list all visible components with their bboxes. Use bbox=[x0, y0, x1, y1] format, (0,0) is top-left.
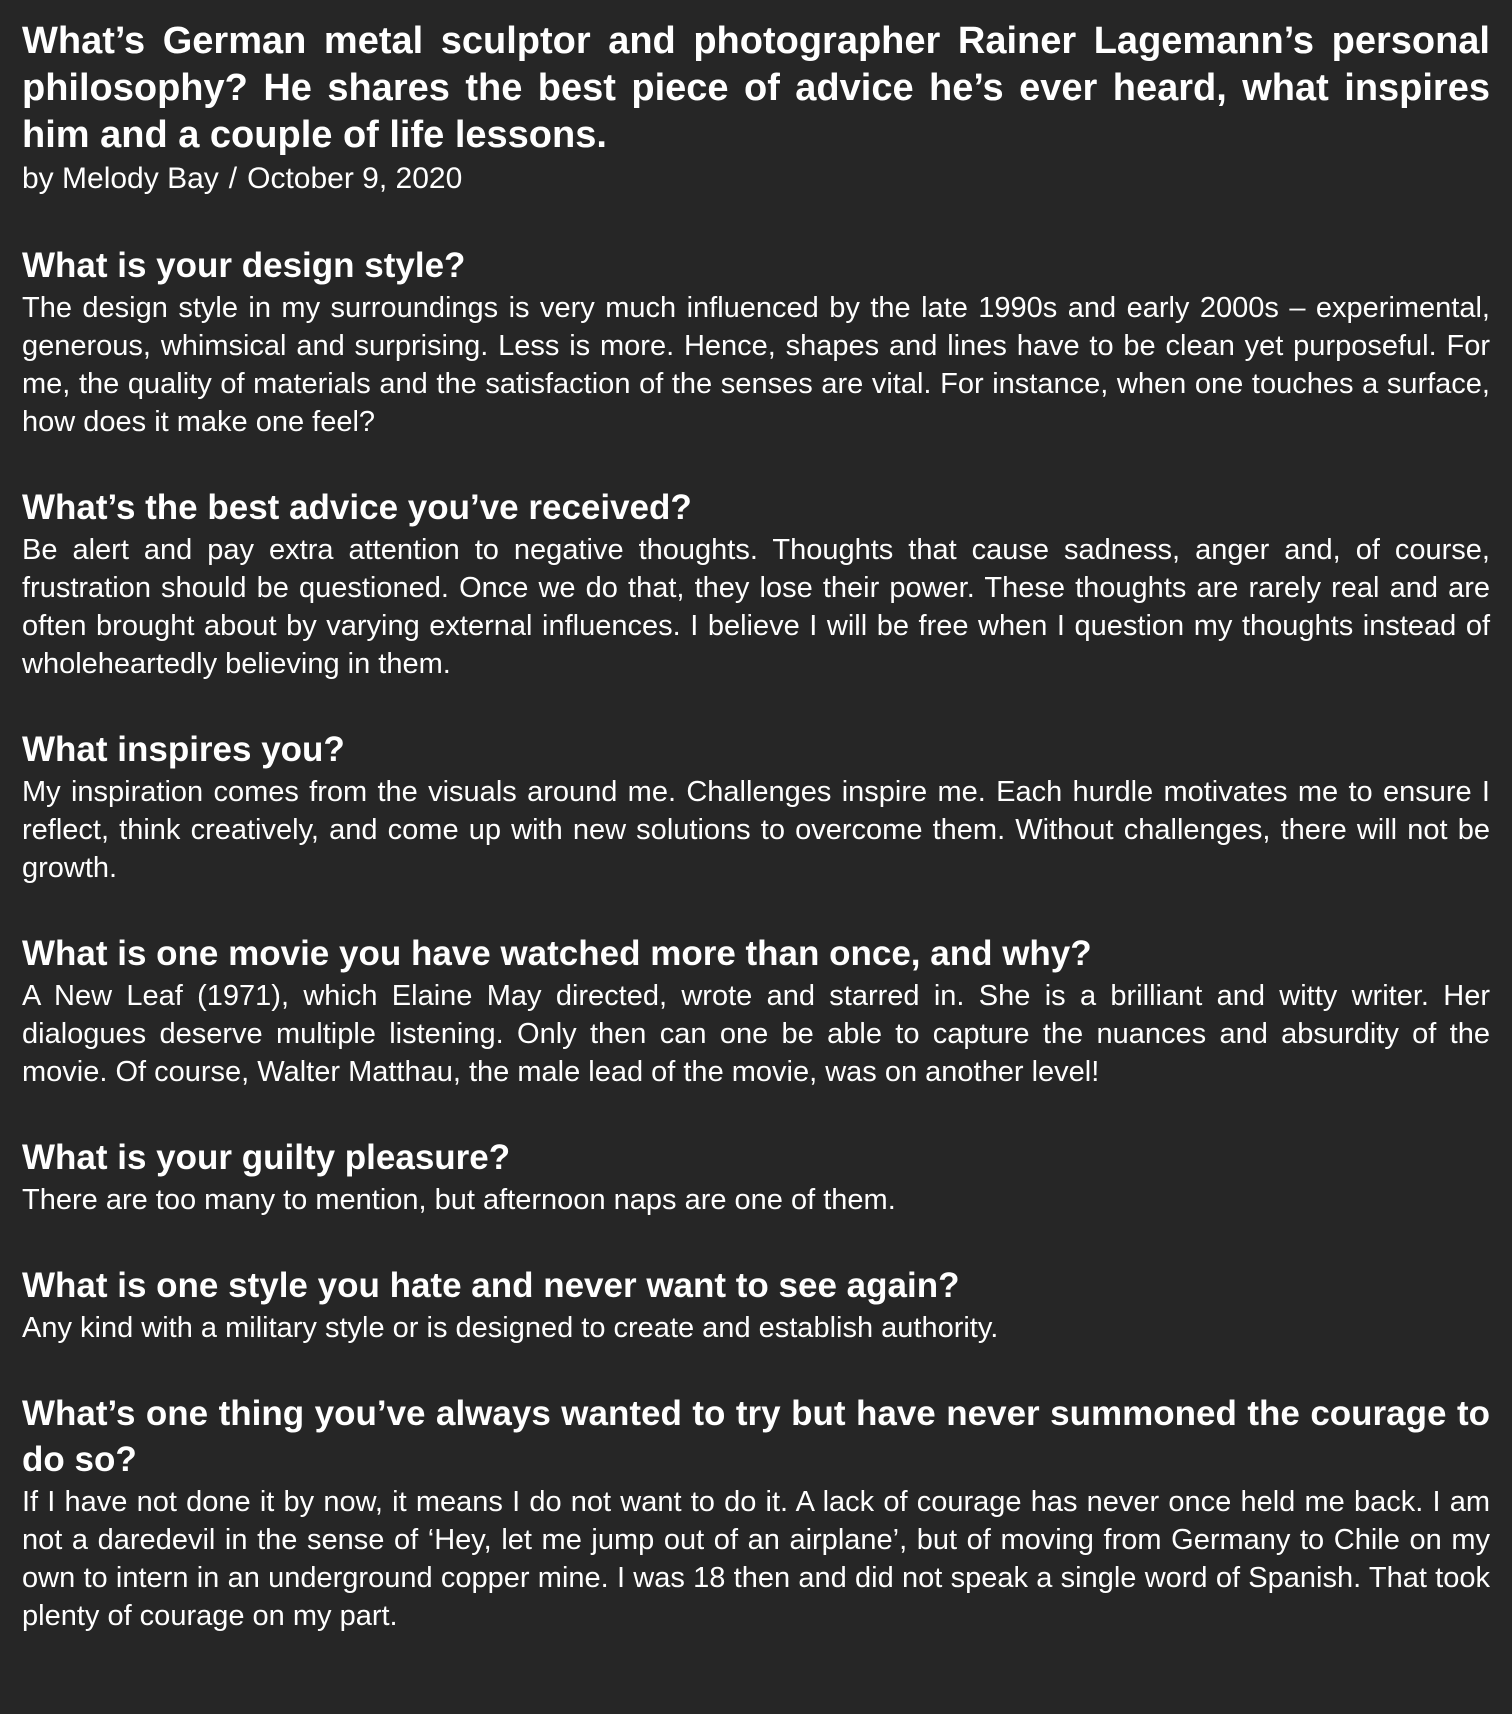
byline-separator: / bbox=[228, 162, 238, 195]
answer-text: My inspiration comes from the visuals around me. Challenges inspire me. Each hurdle motivates me to ensure I reflect, think creatively, and come up with new solutions to overcome them. Without challenges, there will not be growth. bbox=[22, 776, 1490, 884]
article-headline: What’s German metal sculptor and photographer Rainer Lagemann’s personal philosophy? He shares the best piece of advice he’s ever heard, what inspires him and a couple of life lessons. bbox=[22, 20, 1490, 156]
answer-text: Be alert and pay extra attention to negative thoughts. Thoughts that cause sadness, anger and, of course, frustration should be questioned. Once we do that, they lose their power. These thoughts are rarely real and are often brought about by varying external influences. I believe I will be free when I question my thoughts instead of wholeheartedly believing in them. bbox=[22, 534, 1490, 680]
publish-date: October 9, 2020 bbox=[247, 162, 463, 195]
qa-item bbox=[22, 243, 1490, 441]
question-heading: What inspires you? bbox=[22, 730, 345, 769]
question-heading: What is one style you hate and never want to see again? bbox=[22, 1266, 960, 1305]
question-heading: What is your guilty pleasure? bbox=[22, 1138, 511, 1177]
qa-item bbox=[22, 931, 1490, 1091]
answer-text: The design style in my surroundings is very much influenced by the late 1990s and early 2000s – experimental, generous, whimsical and surprising. Less is more. Hence, shapes and lines have to be clean yet purposeful. For me, the quality of materials and the satisfaction of the senses are vital. For instance, when one touches a surface, how does it make one feel? bbox=[22, 292, 1490, 438]
answer-text: If I have not done it by now, it means I do not want to do it. A lack of courage has never once held me back. I am not a daredevil in the sense of ‘Hey, let me jump out of an airplane’, but of moving from Germany to Chile on my own to intern in an underground copper mine. I was 18 then and did not speak a single word of Spanish. That took plenty of courage on my part. bbox=[22, 1486, 1490, 1632]
article-byline bbox=[22, 159, 1490, 199]
answer-text: Any kind with a military style or is designed to create and establish authority. bbox=[22, 1312, 999, 1344]
qa-item bbox=[22, 485, 1490, 683]
question-heading: What is your design style? bbox=[22, 246, 466, 285]
question-heading: What’s one thing you’ve always wanted to try but have never summoned the courage to do so? bbox=[22, 1394, 1490, 1479]
qa-item bbox=[22, 1391, 1490, 1635]
question-heading: What is one movie you have watched more than once, and why? bbox=[22, 934, 1092, 973]
qa-item bbox=[22, 1263, 1490, 1347]
answer-text: A New Leaf (1971), which Elaine May directed, wrote and starred in. She is a brilliant and witty writer. Her dialogues deserve multiple listening. Only then can one be able to capture the nuances and absurdity of the movie. Of course, Walter Matthau, the male lead of the movie, was on another level! bbox=[22, 980, 1490, 1088]
question-heading: What’s the best advice you’ve received? bbox=[22, 488, 692, 527]
author-name: by Melody Bay bbox=[22, 162, 219, 195]
qa-item bbox=[22, 727, 1490, 887]
answer-text: There are too many to mention, but afternoon naps are one of them. bbox=[22, 1184, 896, 1216]
qa-item bbox=[22, 1135, 1490, 1219]
